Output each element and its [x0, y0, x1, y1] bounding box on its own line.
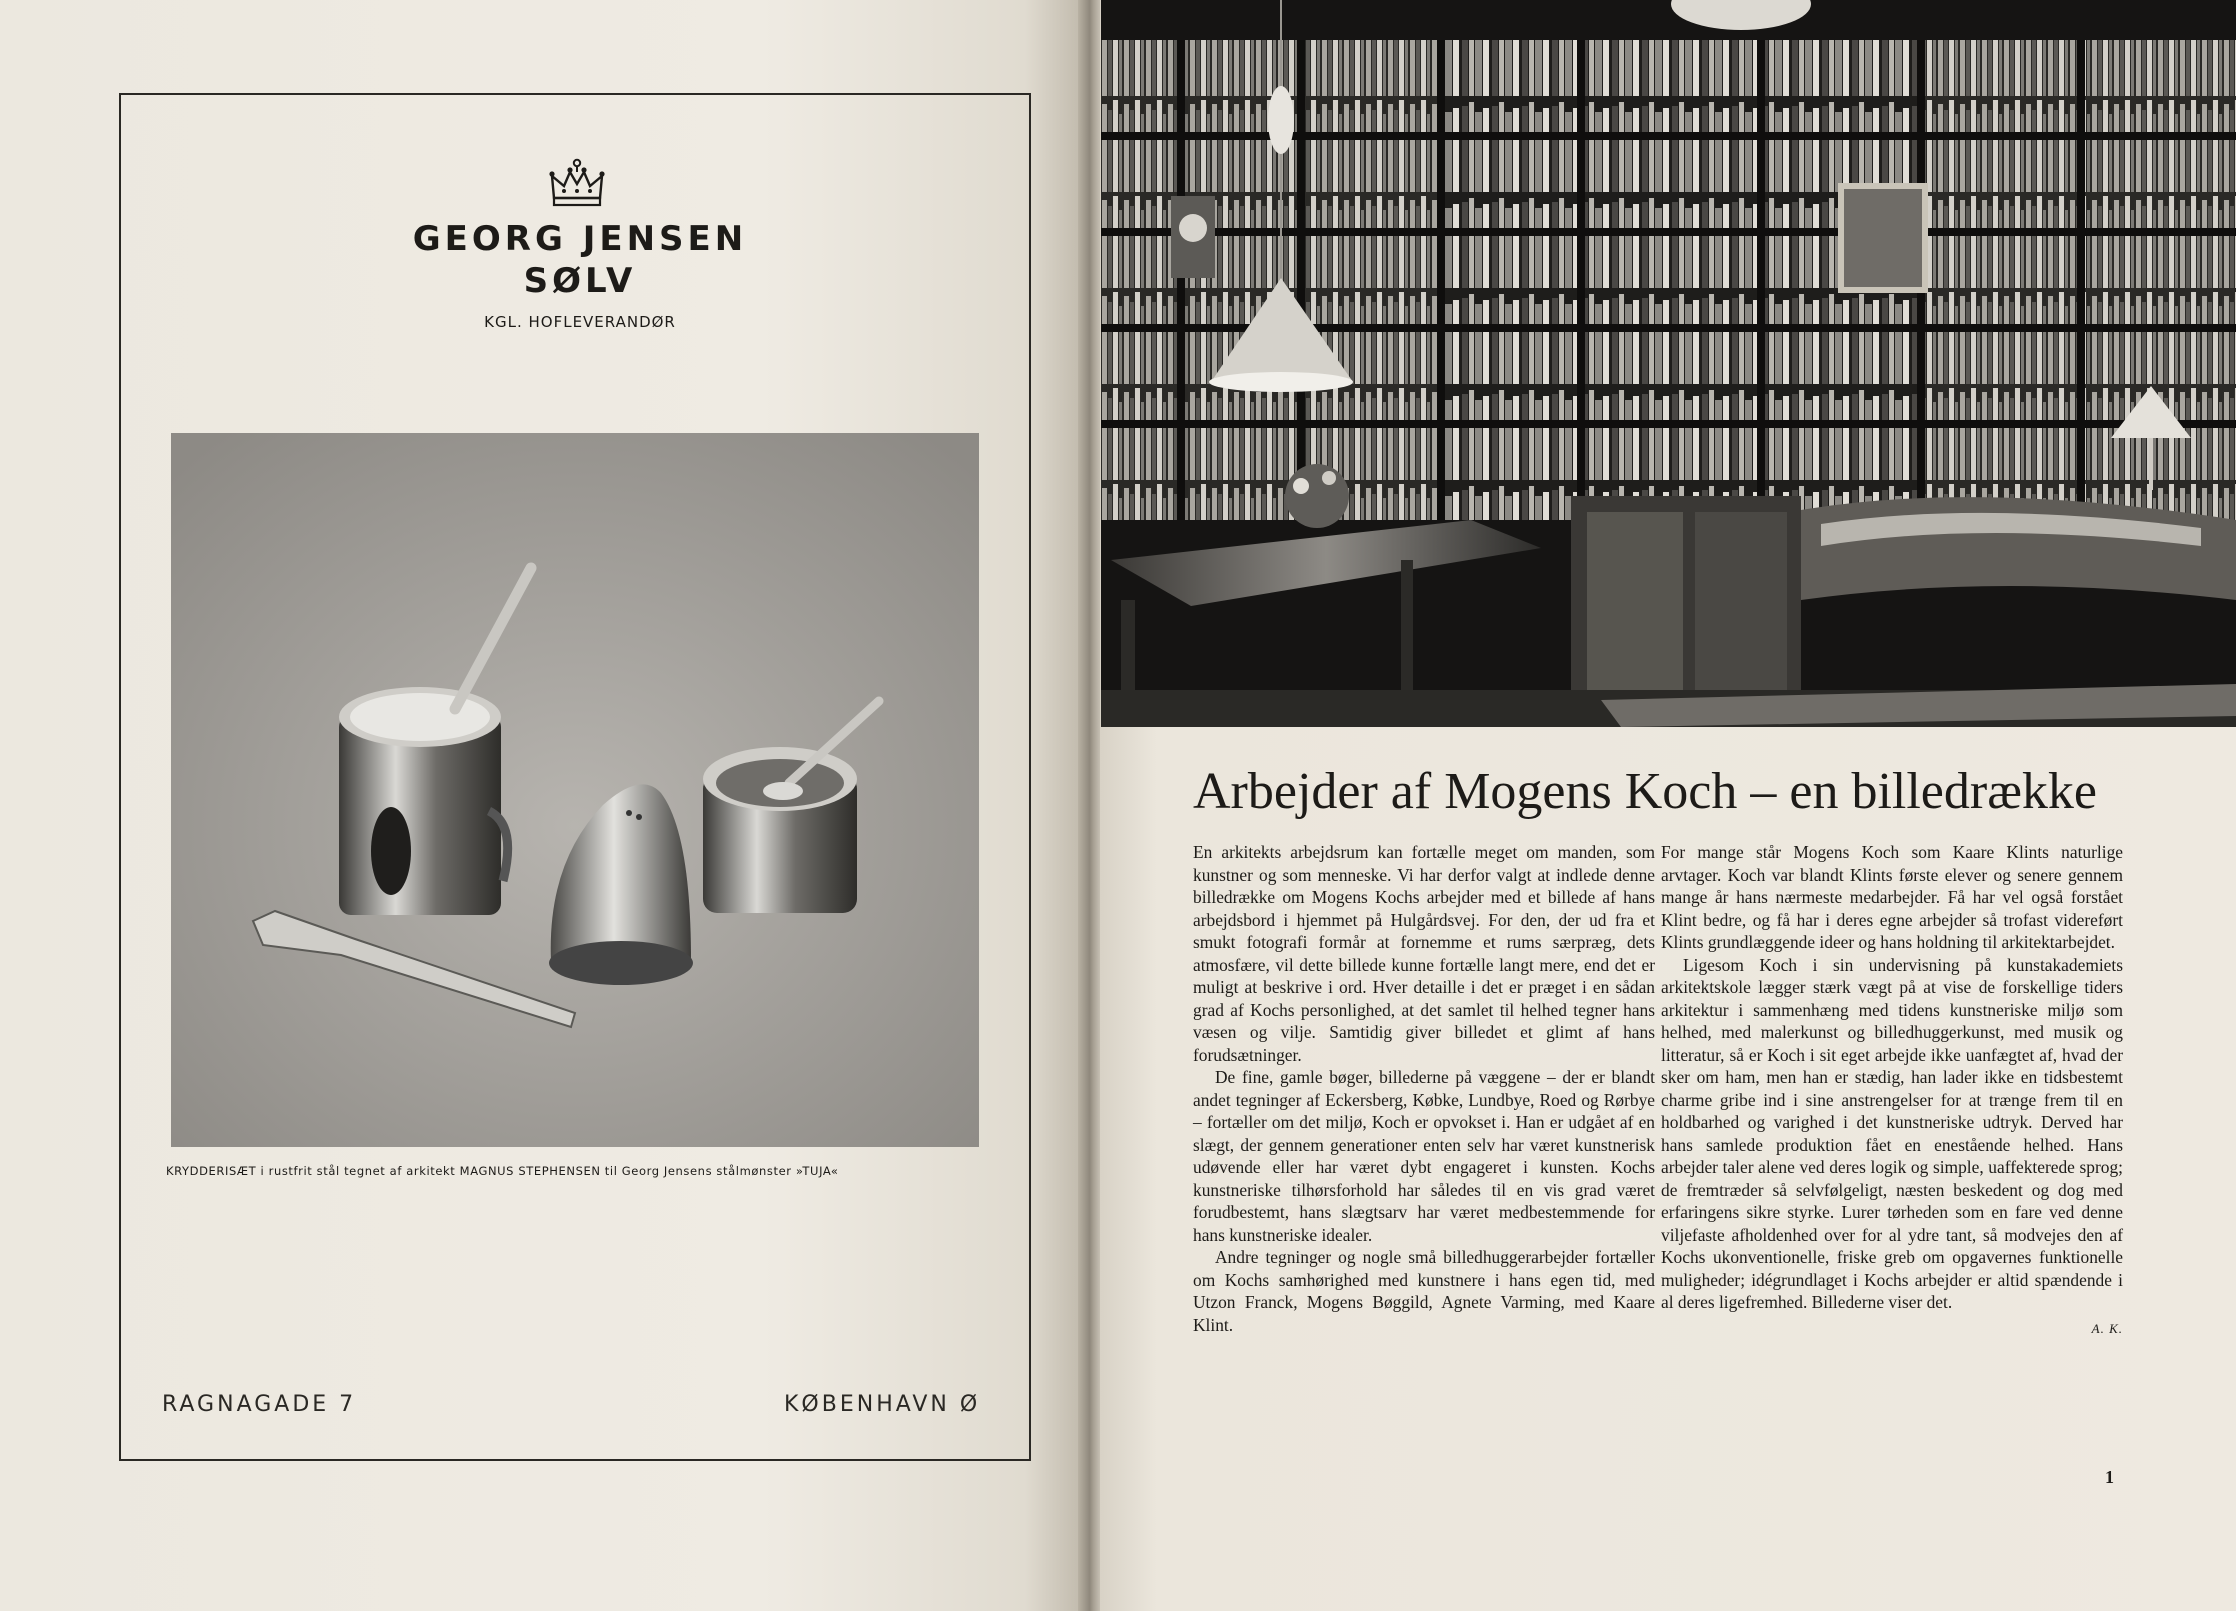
article-column-1 — [1193, 841, 1655, 1336]
crown-logo-icon — [548, 158, 606, 210]
article-paragraph: Andre tegninger og nogle små billedhuggerarbejder fortæller om Kochs samhørighed med kunstnere i hans egen tid, med Utzon Franck, Mogens Bøggild, Agnete Varming, med Kaare Klint. — [1193, 1247, 1655, 1335]
ad-caption: KRYDDERISÆT i rustfrit stål tegnet af arkitekt MAGNUS STEPHENSEN til Georg Jensens stålmønster »TUJA« — [166, 1164, 839, 1178]
article-paragraph: Ligesom Koch i sin undervisning på kunstakademiets arkitektskole lægger stærk vægt på at vise de forskellige tiders arkitektur i sammenhæng med tidens kunstneriske miljø som helhed, med malerkunst og billedhuggerkunst, med musik og litteratur, så er Koch i sit eget arbejde ikke uanfægtet af, hvad der sker om ham, men han er stædig, han lader ikke en tidsbestemt charme gribe ind i sine anstrengelser for at trænge frem til en holdbarhed og varighed i det kunstneriske udtryk. Derved har hans samlede produktion fået en enestående helhed. Hans arbejder taler alene ved deres logik og simple, uaffekterede sprog; de fremtræder så selvfølgeligt, næsten beskedent og dog med erfaringens sikre styrke. Lurer tørheden som en fare ved denne viljefaste afholdenhed over for al ydre tant, så modvejes den af Kochs ukonventionelle, friske greb om opgavernes funktionelle muligheder; idégrundlaget i Kochs arbejder er altid spændende i al deres ligefremhed. Billederne viser det. — [1661, 954, 2123, 1312]
article-paragraph: De fine, gamle bøger, billederne på væggene – der er blandt andet tegninger af Eckersberg, Købke, Lundbye, Roed og Rørbye – fortæller om det miljø, Koch er opvokset i. Han er udgået af en slægt, der gennem generationer enten selv har været kunstnerisk udøvende eller har været dybt engageret i kunsten. Kochs kunstneriske tilhørsforhold har således til en vis grad været forudbestemt, hans slægtsarv har været medbestemmende for hans kunstneriske idealer. — [1193, 1067, 1655, 1245]
article-paragraph: For mange står Mogens Koch som Kaare Klints naturlige arvtager. Koch var blandt Klints første elever og senere gennem mange år hans nærmeste medarbejder. Få har vel også forstået Klint bedre, og få har i deres egne arbejder så trofast videreført Klints grundlæggende ideer og hans holdning til arkitektarbejdet. — [1661, 842, 2123, 952]
article-column-2 — [1661, 841, 2123, 1340]
brand-block — [300, 218, 860, 336]
ad-address: RAGNAGADE 7 — [162, 1392, 357, 1417]
page-number: 1 — [2105, 1467, 2114, 1487]
study-room-photo — [1101, 0, 2236, 727]
article-paragraph: En arkitekts arbejdsrum kan fortælle meget om manden, som kunstner og som menneske. Vi har derfor valgt at indlede denne billedrække om Mogens Kochs arbejder med et billede af hans arbejdsbord i hjemmet på Hulgårdsvej. For den, der ud fra et smukt fotografi formår at fornemme et rums særpræg, dets atmosfære, vil dette billede kunne fortælle langt mere, end det er muligt at beskrive i ord. Hver detaille i det er præget i en sådan grad af Kochs personlighed, at det samlet til helhed tegner hans væsen og vilje. Samtidig giver billedet et glimt af hans forudsætninger. — [1193, 842, 1655, 1065]
royal-warrant: KGL. HOFLEVERANDØR — [484, 313, 676, 331]
ad-city: KØBENHAVN Ø — [784, 1392, 981, 1417]
article-title: Arbejder af Mogens Koch – en billedrække — [1193, 763, 2097, 820]
author-signature: A. K. — [2091, 1320, 2123, 1336]
brand-name: GEORG JENSEN — [412, 219, 748, 259]
brand-subtitle: SØLV — [523, 261, 637, 301]
spice-set-photo — [171, 433, 979, 1147]
